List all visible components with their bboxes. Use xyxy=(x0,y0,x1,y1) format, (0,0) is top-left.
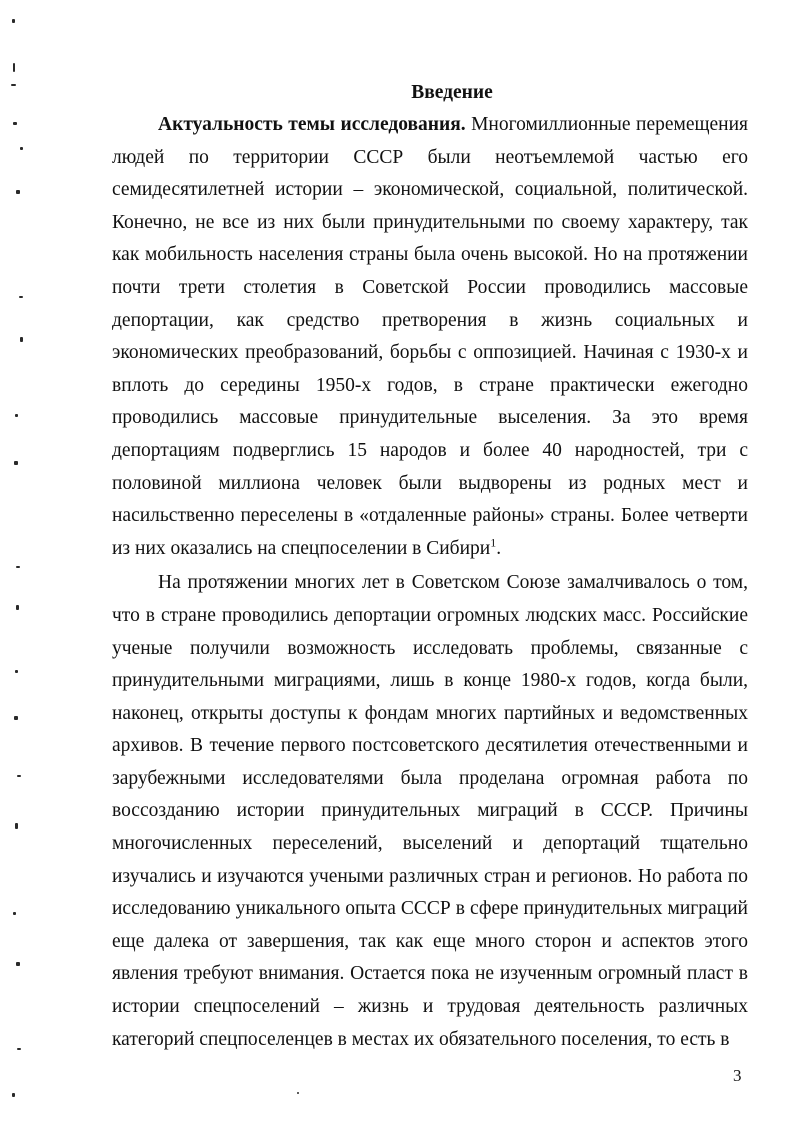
footnote-reference[interactable]: 1 xyxy=(490,535,497,550)
scan-speck xyxy=(13,122,17,125)
scan-speck xyxy=(16,962,20,966)
scan-speck xyxy=(13,912,16,915)
scan-speck xyxy=(19,296,23,298)
body-text xyxy=(112,109,748,1056)
scan-speck xyxy=(17,775,21,777)
scan-speck xyxy=(17,1048,21,1050)
page-number: 3 xyxy=(733,1066,742,1085)
scan-speck xyxy=(12,1093,15,1097)
scan-speck xyxy=(20,147,23,150)
paragraph-historiography: На протяжении многих лет в Советском Союзе замалчивалось о том, что в стране проводились депортации огромных людских масс. Российские ученые получили возможность исследовать проблемы, связанные с принудительными миграциями, лишь в конце 1980-х годов, когда были, наконец, открыты доступы к фондам многих партийных и ведомственных архивов. В течение первого постсоветского десятилетия отечественными и зарубежными исследователями была проделана огромная работа по воссозданию истории принудительных миграций в СССР. Причины многочисленных переселений, выселений и депортаций тщательно изучались и изучаются учеными различных стран и регионов. Но работа по исследованию уникального опыта СССР в сфере принудительных миграций еще далека от завершения, так как еще много сторон и аспектов этого явления требуют внимания. Остается пока не изученным огромный пласт в истории спецпоселений – жизнь и трудовая деятельность различных категорий спецпоселенцев в местах их обязательного поселения, то есть в xyxy=(112,572,748,1050)
paragraph-relevance xyxy=(112,109,748,565)
scan-speck xyxy=(16,566,20,568)
scan-speck xyxy=(14,461,18,465)
scan-speck xyxy=(16,190,20,194)
scan-speck xyxy=(15,823,18,829)
scan-speck xyxy=(15,414,18,417)
scan-speck xyxy=(14,716,18,720)
paragraph-tail: . xyxy=(496,537,502,559)
scan-speck xyxy=(20,337,23,342)
scan-speck xyxy=(12,19,15,23)
scan-speck xyxy=(15,670,18,673)
scan-speck xyxy=(13,63,15,72)
paragraph-text: Многомиллионные перемещения людей по территории СССР были неотъемлемой частью его семидесятилетней истории – экономической, социальной, политической. Конечно, не все из них были принудительными по своему характеру, так как мобильность населения страны была очень высокой. Но на протяжении почти трети столетия в Советской России проводились массовые депортации, как средство претворения в жизнь социальных и экономических преобразований, борьбы с оппозицией. Начиная с 1930-х и вплоть до середины 1950-х годов, в стране практически ежегодно проводились массовые принудительные выселения. За это время депортациям подверглись 15 народов и более 40 народностей, три с половиной миллиона человек были выдворены из родных мест и насильственно переселены в «отдаленные районы» страны. Более четверти из них оказались на спецпоселении в Сибири xyxy=(112,114,749,559)
scan-speck xyxy=(16,605,19,610)
scan-speck xyxy=(11,84,16,86)
paragraph-lead-label: Актуальность темы исследования. xyxy=(158,114,466,135)
section-heading: Введение xyxy=(411,82,493,103)
scan-speck xyxy=(297,1092,299,1094)
